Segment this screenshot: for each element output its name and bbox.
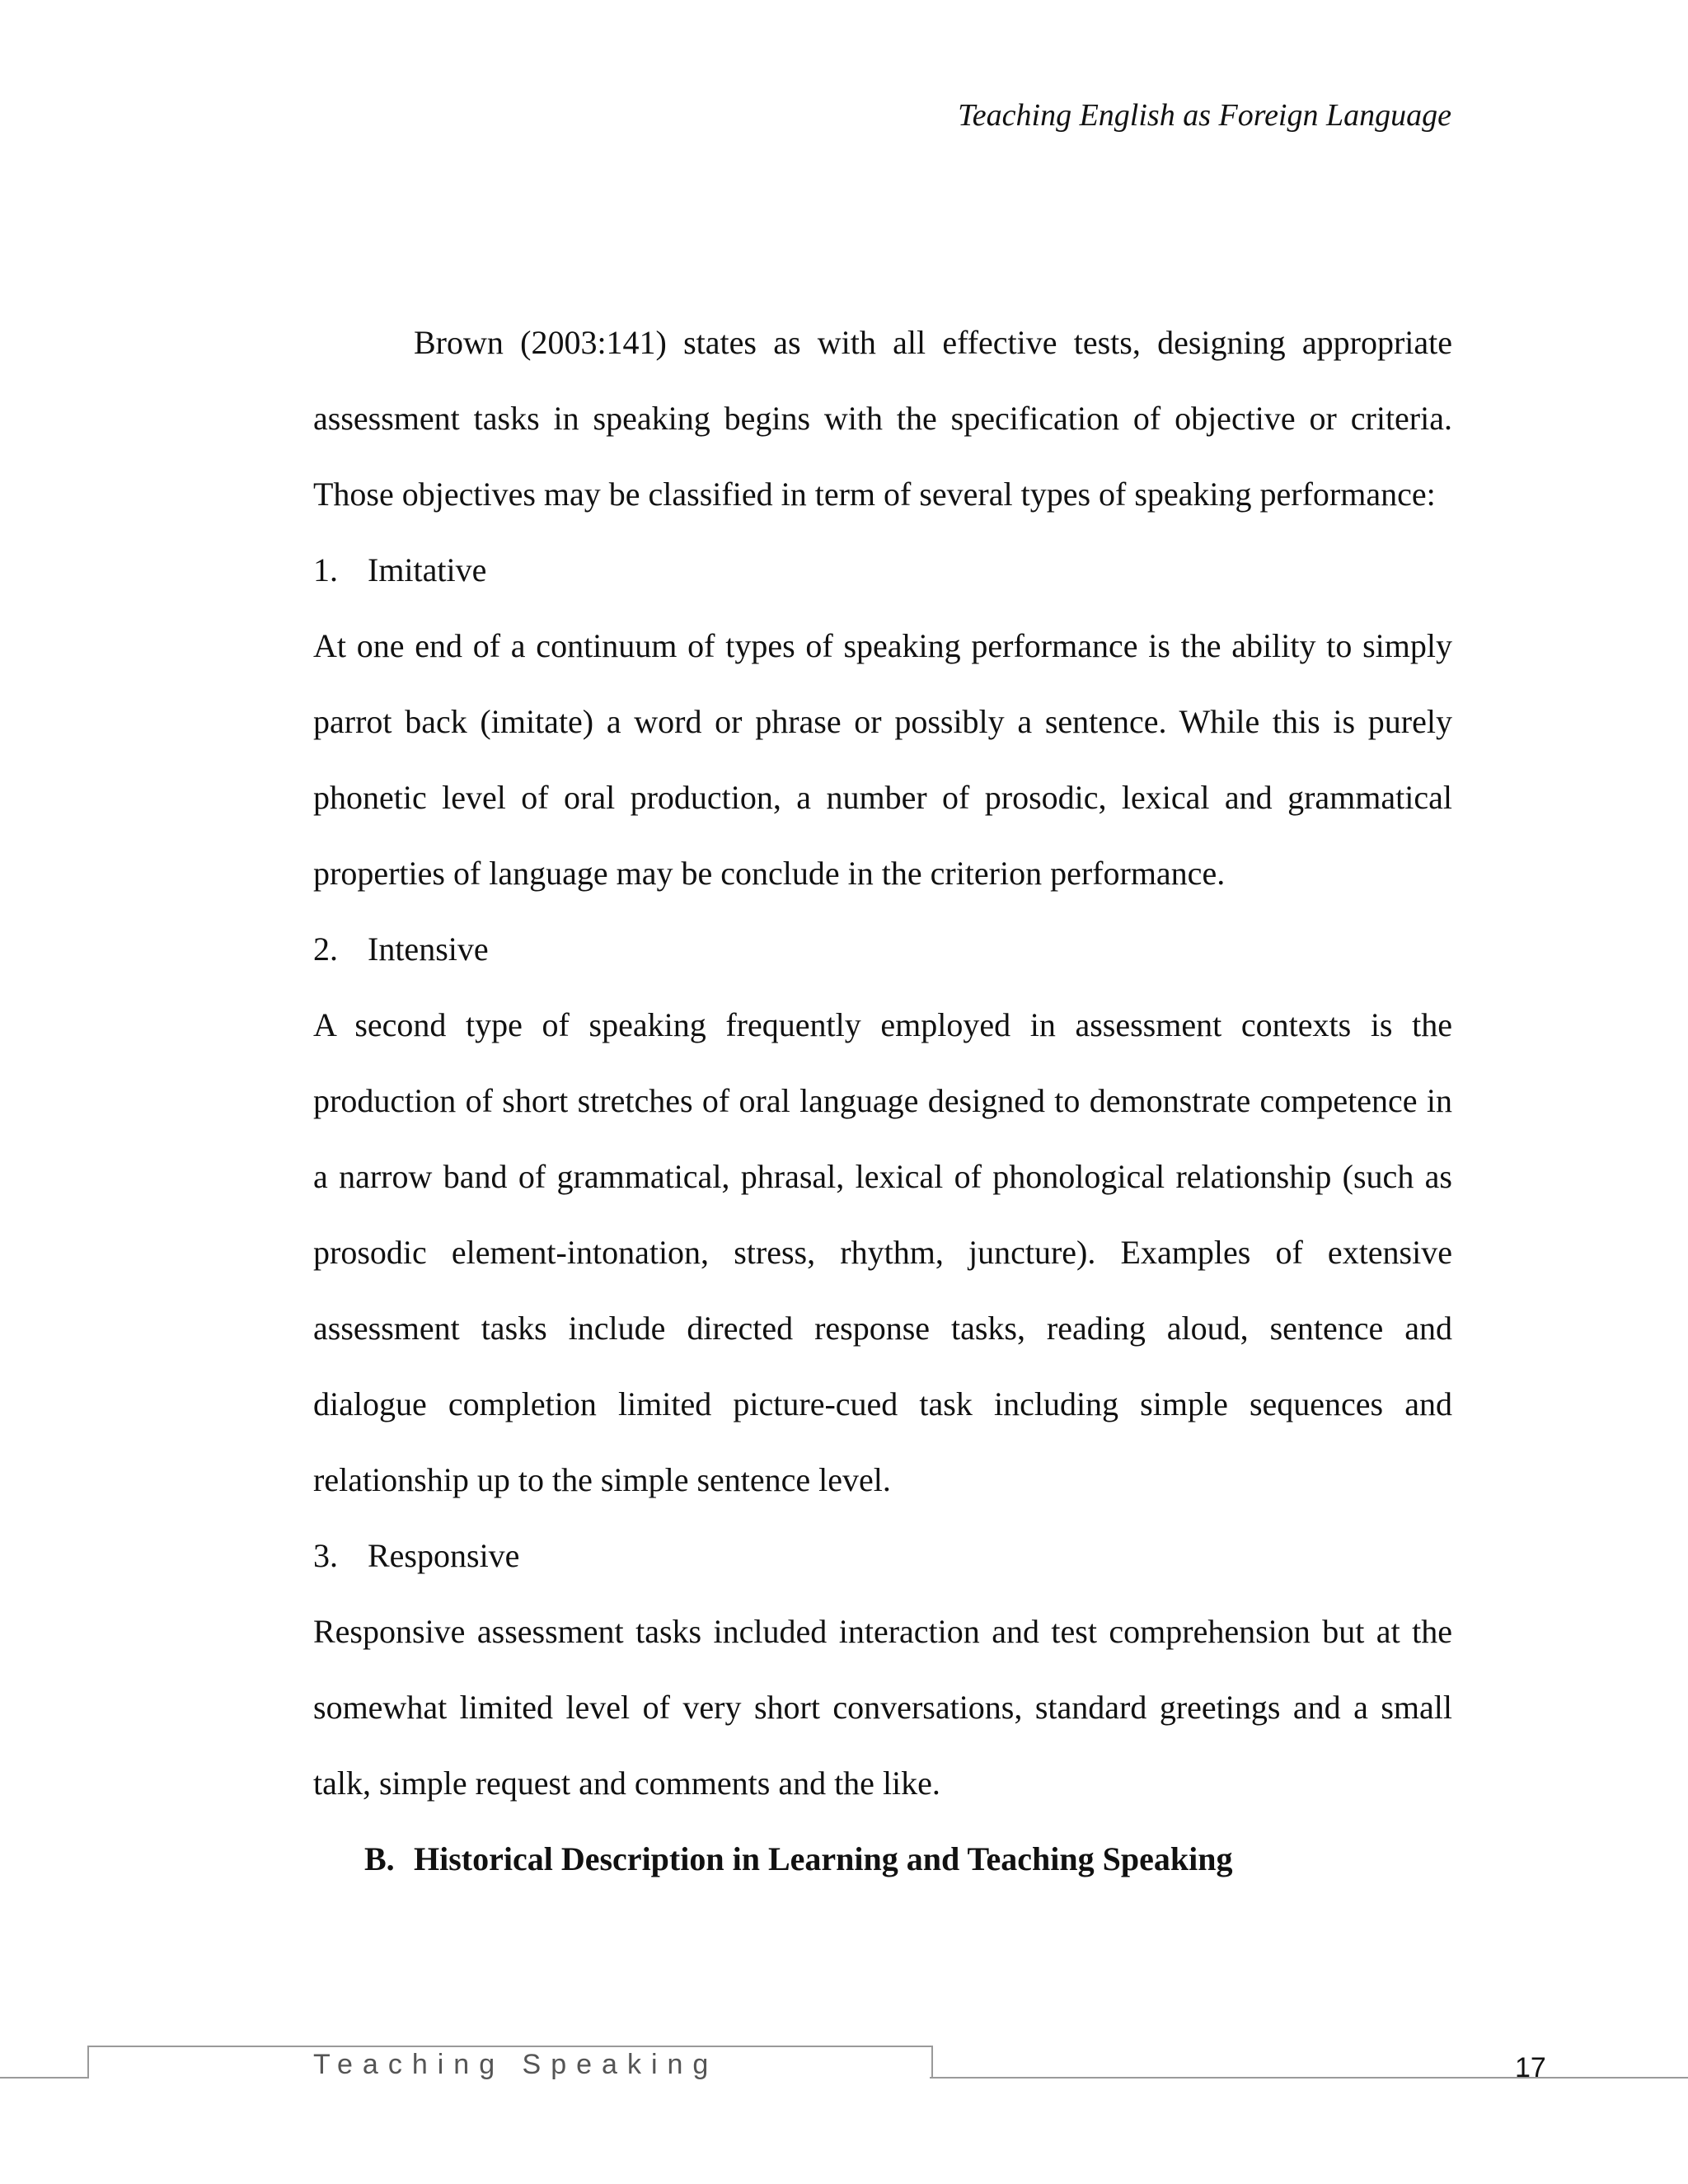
- list-title: Imitative: [368, 551, 487, 588]
- list-title: Responsive: [368, 1537, 520, 1574]
- list-number: 2.: [313, 930, 338, 968]
- section-heading: [313, 1821, 1452, 1897]
- list-heading-imitative: [313, 532, 1452, 608]
- intro-paragraph: Brown (2003:141) states as with all effective tests, designing appropriate assessment tasks in speaking begins with the specification of objective or criteria. Those objectives may be classified in term of several types of speaking performance:: [313, 324, 1452, 513]
- section-letter: B.: [364, 1840, 395, 1877]
- responsive-paragraph: Responsive assessment tasks included interaction and test comprehension but at the somewhat limited level of very short conversations, standard greetings and a small talk, simple request and comments and the like.: [313, 1613, 1452, 1802]
- running-header: Teaching English as Foreign Language: [958, 98, 1451, 133]
- list-number: 3.: [313, 1537, 338, 1574]
- list-title: Intensive: [368, 930, 489, 968]
- intensive-paragraph: A second type of speaking frequently employed in assessment contexts is the production of short stretches of oral language designed to demonstrate competence in a narrow band of grammatical, phrasal, lexical of phonological relationship (such as prosodic element-intonation, stress, rhythm, juncture). Examples of extensive assessment tasks include directed response tasks, reading aloud, sentence and dialogue completion limited picture-cued task including simple sequences and relationship up to the simple sentence level.: [313, 1006, 1452, 1498]
- footer-rule-right: [930, 2077, 1688, 2079]
- list-heading-intensive: [313, 912, 1452, 987]
- list-number: 1.: [313, 551, 338, 588]
- section-title: Historical Description in Learning and Teaching Speaking: [414, 1840, 1233, 1877]
- footer-rule-left: [0, 2077, 89, 2079]
- footer-title: Teaching Speaking: [313, 2049, 719, 2080]
- page-number: 17: [1515, 2052, 1546, 2083]
- list-heading-responsive: [313, 1518, 1452, 1594]
- imitative-paragraph: At one end of a continuum of types of speaking performance is the ability to simply parrot back (imitate) a word or phrase or possibly a sentence. While this is purely phonetic level of oral production, a number of prosodic, lexical and grammatical properties of language may be conclude in the criterion performance.: [313, 627, 1452, 892]
- document-body: [313, 305, 1452, 1897]
